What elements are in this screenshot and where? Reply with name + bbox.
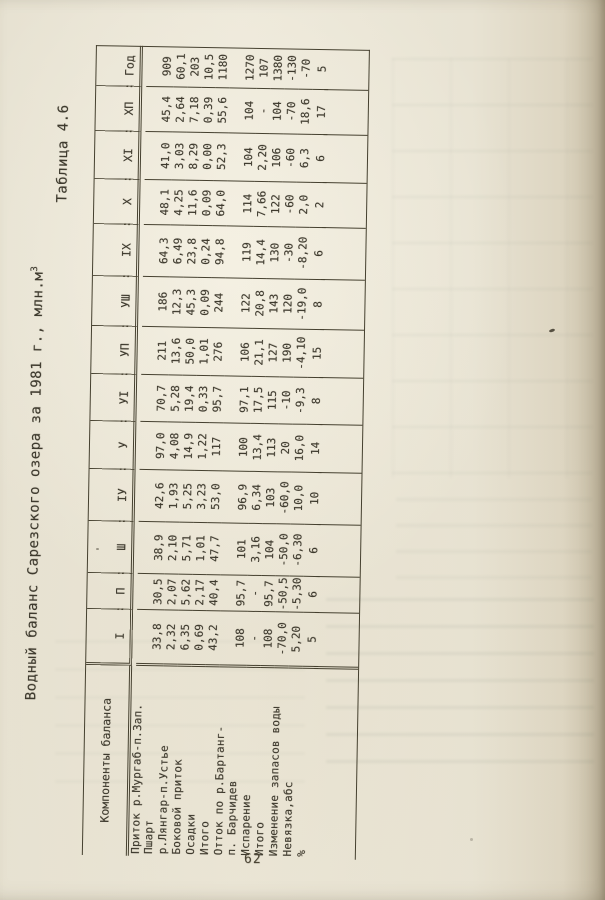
value-cell: 1,93: [166, 470, 181, 522]
month-header: : ХІ: [95, 131, 142, 180]
value-cell: 3,23: [194, 471, 209, 523]
value-cell: 3,03: [172, 132, 187, 180]
value-cell: 43,2: [205, 611, 220, 667]
value-cell: -60,0: [277, 472, 292, 524]
value-cell: 10,0: [291, 473, 306, 525]
value-cell: 6: [303, 577, 320, 613]
value-cell: 21,1: [251, 329, 266, 377]
value-cell: 0,69: [191, 611, 206, 667]
value-cell: 106: [269, 134, 284, 182]
ink-speck: [470, 838, 473, 841]
value-cell: 104: [269, 89, 284, 134]
value-cell: 94,8: [212, 226, 227, 278]
empty-cell: [322, 183, 367, 229]
value-cell: 14,4: [253, 227, 268, 279]
value-cell: 16,0: [292, 425, 307, 473]
empty-cell: [321, 228, 366, 281]
month-header: : Год: [96, 45, 143, 87]
value-cell: 7,18: [186, 88, 201, 133]
value-cell: 6,35: [177, 611, 192, 667]
value-cell: 96,9: [222, 471, 250, 523]
value-cell: 19,4: [181, 376, 196, 423]
value-cell: 50,0: [182, 328, 197, 376]
value-cell: 1,22: [195, 423, 210, 471]
value-cell: -50,5: [276, 577, 290, 611]
value-cell: 0,09: [199, 181, 214, 226]
value-cell: 104: [228, 88, 256, 133]
empty-cell: [311, 669, 358, 860]
component-label-line: %: [294, 849, 308, 857]
component-label-line: Испарение: [238, 794, 253, 856]
value-cell: -19,0: [294, 280, 309, 330]
value-cell: 4,25: [171, 180, 186, 225]
value-cell: 119: [226, 226, 254, 278]
value-cell: 95,7: [261, 576, 276, 612]
value-cell: 2,64: [172, 87, 187, 132]
value-cell: 5,20: [288, 613, 303, 669]
value-cell: -6,30: [290, 525, 305, 577]
empty-cell: [318, 378, 363, 426]
empty-cell: [317, 473, 362, 526]
empty-cell: [315, 577, 360, 614]
value-cell: -60: [283, 134, 298, 182]
value-cell: 53,0: [208, 471, 223, 523]
value-cell: 5,25: [180, 471, 195, 523]
month-header: : ХП: [95, 86, 142, 132]
value-cell: 38,9: [138, 522, 166, 574]
value-cell: 909: [146, 46, 174, 87]
component-label-line: Осадки: [183, 813, 198, 855]
month-header: : У: [90, 421, 137, 470]
rotated-table-sheet: [20, 42, 388, 860]
ink-speck: [549, 328, 556, 333]
component-label-line: Приток р.Мургаб-п.Зап.: [128, 703, 145, 855]
value-cell: 211: [141, 327, 169, 375]
value-cell: 6: [309, 228, 326, 280]
value-cell: 3,16: [248, 524, 263, 576]
empty-cell: [319, 330, 364, 379]
empty-cell: [323, 135, 368, 184]
value-cell: 114: [227, 181, 255, 226]
value-cell: 97,1: [223, 376, 251, 423]
empty-cell: [324, 49, 369, 91]
value-cell: 100: [223, 423, 251, 471]
value-cell: -9,3: [292, 378, 307, 425]
value-cell: 0,33: [195, 376, 210, 423]
value-cell: 64,3: [143, 225, 171, 277]
value-cell: 47,7: [207, 523, 222, 575]
page-number: 62: [244, 852, 262, 867]
value-cell: 0,24: [198, 226, 213, 278]
component-label-line: р.Лянгар-п.Устье: [155, 745, 171, 855]
value-cell: 6: [304, 525, 321, 577]
value-cell: 14: [306, 425, 323, 473]
value-cell: 64,0: [213, 181, 228, 226]
table-title-text: Водный баланс Сарезского озера за 1981 г., млн.м: [23, 271, 47, 701]
component-label-line: Боковой приток: [169, 758, 185, 855]
value-cell: -70: [298, 49, 313, 90]
bleed-through-smudge: [392, 58, 592, 478]
value-cell: 120: [280, 279, 295, 329]
value-cell: 2,10: [165, 522, 180, 574]
value-cell: -5,30: [290, 577, 304, 611]
value-cell: 2,07: [164, 574, 179, 610]
month-header: : УШ: [92, 276, 139, 327]
value-cell: 122: [225, 278, 253, 328]
value-cell: 14,9: [181, 423, 196, 471]
empty-cell: [323, 90, 368, 136]
value-cell: -4,10: [293, 330, 308, 378]
component-label: [129, 666, 159, 856]
component-label-line: Пшарт: [141, 819, 156, 855]
component-label-line: Итого: [197, 820, 212, 856]
value-cell: 8,29: [186, 133, 201, 181]
value-cell: 2,32: [163, 610, 178, 666]
value-cell: 42,6: [139, 470, 167, 522]
value-cell: 52,3: [214, 133, 229, 181]
value-cell: 30,5: [137, 574, 165, 610]
value-cell: 143: [266, 279, 281, 329]
value-cell: 115: [264, 377, 279, 424]
month-header: : Х: [94, 179, 141, 225]
value-cell: -70,0: [274, 612, 289, 668]
value-cell: 104: [262, 524, 277, 576]
value-cell: -10: [278, 377, 293, 424]
value-cell: 1380: [270, 48, 285, 89]
value-cell: 108: [260, 612, 275, 668]
value-cell: 0,00: [200, 133, 215, 181]
value-cell: 276: [210, 328, 225, 376]
value-cell: -60: [282, 182, 297, 227]
value-cell: 17: [311, 90, 328, 135]
value-cell: 2,0: [296, 183, 311, 228]
value-cell: 104: [228, 133, 256, 181]
empty-cell: [320, 280, 365, 331]
component-label-line: Итого: [252, 821, 267, 857]
value-cell: 20: [278, 424, 293, 472]
value-cell: 0,09: [197, 278, 212, 328]
value-cell: 122: [268, 182, 283, 227]
month-header: : Ш: [88, 521, 135, 574]
value-cell: 17,5: [250, 377, 265, 424]
value-cell: 186: [142, 277, 170, 327]
value-cell: 48,1: [144, 180, 172, 225]
value-cell: 113: [264, 424, 279, 472]
value-cell: 11,6: [185, 181, 200, 226]
value-cell: 127: [265, 329, 280, 377]
value-cell: 45,4: [145, 87, 173, 132]
value-cell: 5,62: [178, 575, 193, 611]
month-header: : УІ: [90, 374, 137, 422]
value-cell: 2: [310, 183, 327, 228]
value-cell: 10: [305, 473, 322, 525]
value-cell: 190: [279, 329, 294, 377]
value-cell: -50,0: [276, 524, 291, 576]
value-cell: 6,3: [297, 135, 312, 183]
value-cell: 203: [187, 47, 202, 88]
value-cell: 18,6: [297, 90, 312, 135]
table-number-label: Таблица 4.6: [53, 104, 72, 203]
value-cell: 70,7: [140, 375, 168, 422]
value-cell: 2,17: [192, 575, 207, 611]
value-cell: 20,8: [252, 279, 267, 329]
value-cell: 1,01: [193, 523, 208, 575]
value-cell: 7,66: [254, 182, 269, 227]
value-cell: 95,7: [209, 376, 224, 423]
month-header: : П: [87, 573, 134, 610]
value-cell: 23,8: [184, 226, 199, 278]
value-cell: 101: [221, 523, 249, 575]
value-cell: 2,20: [255, 134, 270, 182]
component-label-line: Отток по р.Бартанг-: [211, 725, 228, 856]
value-cell: 1270: [229, 47, 257, 88]
empty-cell: [316, 525, 361, 578]
value-cell: 5: [312, 49, 329, 90]
value-cell: 13,6: [168, 327, 183, 375]
value-cell: 103: [263, 472, 278, 524]
value-cell: 107: [256, 48, 271, 89]
month-header: І: [86, 609, 133, 666]
month-header: : ІХ: [93, 224, 140, 277]
value-cell: 15: [307, 330, 324, 378]
components-header: Компоненты баланса: [83, 665, 132, 856]
value-cell: -: [255, 89, 270, 134]
value-cell: -130: [284, 48, 299, 89]
month-header: : УП: [91, 326, 138, 375]
value-cell: 1180: [215, 47, 230, 88]
month-header: : ІУ: [89, 469, 136, 522]
value-cell: -: [246, 612, 261, 668]
component-label-line: Невязка,абс: [280, 781, 296, 857]
value-cell: 33,8: [136, 610, 164, 666]
value-cell: 55,6: [214, 88, 229, 133]
title-superscript: 3: [29, 265, 41, 272]
ink-speck: [96, 548, 99, 550]
value-cell: 45,3: [183, 278, 198, 328]
component-label-line: Изменение запасов воды: [266, 706, 283, 857]
value-cell: -70: [283, 89, 298, 134]
value-cell: 8: [306, 378, 323, 425]
value-cell: 40,4: [206, 575, 221, 611]
value-cell: 244: [211, 278, 226, 328]
empty-cell: [314, 613, 359, 670]
value-cell: 5: [302, 613, 319, 669]
empty-cell: [318, 425, 363, 474]
value-cell: -: [247, 576, 262, 612]
value-cell: 95,7: [220, 575, 248, 611]
value-cell: 0,39: [200, 88, 215, 133]
value-cell: 10,5: [201, 47, 216, 88]
value-cell: 117: [209, 423, 224, 471]
value-cell: 5,28: [167, 375, 182, 422]
value-cell: 4,08: [167, 422, 182, 470]
value-cell: 13,4: [250, 424, 265, 472]
value-cell: 8: [308, 280, 325, 330]
component-label-line: п. Барчидев: [224, 780, 240, 856]
value-cell: 6: [311, 135, 328, 183]
component-label: [212, 667, 242, 857]
value-cell: 97,0: [140, 422, 168, 470]
value-cell: 6,34: [249, 472, 264, 524]
value-cell: 108: [219, 611, 247, 667]
value-cell: 6,49: [170, 225, 185, 277]
bleed-through-smudge: [396, 498, 592, 584]
value-cell: 5,71: [179, 523, 194, 575]
value-cell: -8,20: [295, 228, 310, 280]
value-cell: 12,3: [169, 277, 184, 327]
value-cell: 41,0: [145, 132, 173, 180]
value-cell: 60,1: [173, 46, 188, 87]
value-cell: 1,01: [196, 328, 211, 376]
value-cell: 106: [224, 328, 252, 376]
value-cell: -30: [281, 227, 296, 279]
value-cell: 130: [267, 227, 282, 279]
water-balance-table: [82, 45, 370, 860]
